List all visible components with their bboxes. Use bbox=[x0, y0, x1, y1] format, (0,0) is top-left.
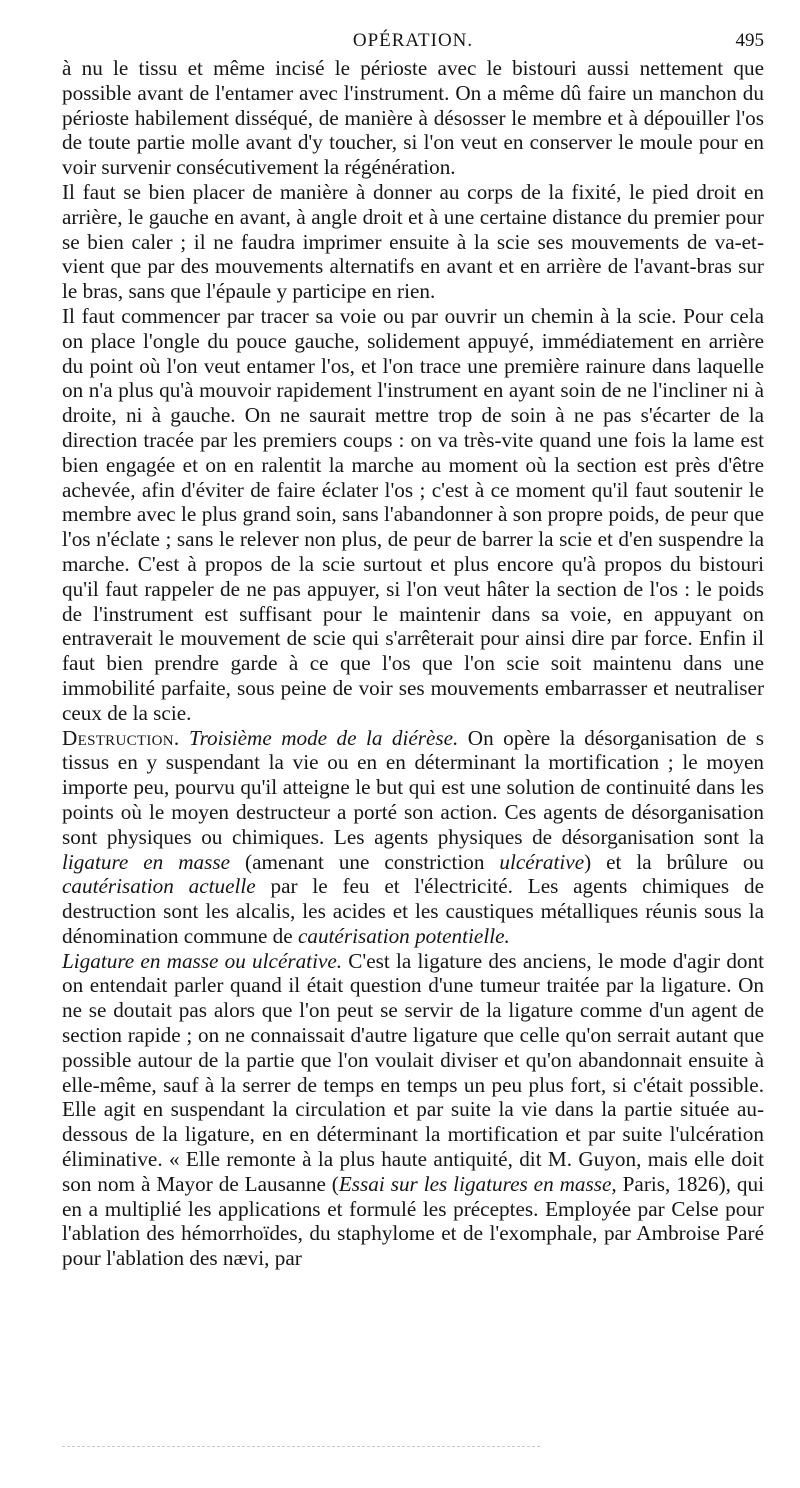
page-number: 495 bbox=[735, 30, 764, 51]
italic-text: Ligature en masse ou ulcérative. bbox=[62, 948, 343, 973]
paragraph bbox=[62, 304, 764, 726]
text-run: On opère la désorganisation de s tissus en y suspendant la vie ou en en déterminant la mortification ; le moyen importe peu, pourvu qu'il atteigne le but qui est une solution de continuité dans les points où le moyen destructeur a porté son action. Ces agents de désorganisation sont physiques ou chimiques. Les agents physiques de désorganisation sont la bbox=[62, 725, 765, 849]
paragraph bbox=[62, 726, 764, 949]
text-run: à nu le tissu et même incisé le périoste avec le bistouri aussi nettement que possible avant de l'entamer avec l'instrument. On a même dû faire un manchon du périoste habilement disséqué, de manière à désosser le membre et à dépouiller l'os de toute partie molle avant d'y toucher, si l'on veut en conserver le moule pour en voir survenir consécutivement la régénération. bbox=[62, 56, 764, 180]
italic-text: ligature en masse bbox=[62, 849, 231, 874]
small-caps-heading: Destruction. bbox=[62, 725, 180, 750]
text-run: Paris, 1826), qui en a multiplié les applications et formulé les préceptes. Employée par Celse pour l'ablation des hémorrhoïdes, du staphylome et de l'exomphale, par Ambroise Paré pour l'ablation des nævi, par bbox=[62, 1171, 764, 1271]
running-title: OPÉRATION. bbox=[352, 30, 474, 51]
paragraph bbox=[62, 180, 764, 304]
text-run: Il faut commencer par tracer sa voie ou par ouvrir un chemin à la scie. Pour cela on place l'ongle du pouce gauche, solidement appuyé, immédiatement en arrière du point où l'on veut entamer l'os, et l'on trace une première rainure dans laquelle on n'a plus qu'à mouvoir rapidement l'instrument en ayant soin de ne l'incliner ni à droite, ni à gauche. On ne saurait mettre trop de soin à ne pas s'écarter de la direction tracée par les premiers coups : on va très-vite quand une fois la lame est bien engagée et on en ralentit la marche au moment où la section est près d'être achevée, afin d'éviter de faire éclater l'os ; c'est à ce moment qu'il faut soutenir le membre avec le plus grand soin, sans l'abandonner à son propre poids, de peur que l'os n'éclate ; sans le relever non plus, de peur de barrer la scie et d'en suspendre la marche. C'est à propos de la scie surtout et plus encore qu'à propos du bistouri qu'il faut rappeler de ne pas appuyer, si l'on veut hâter la section de l'os : le poids de l'instrument est suffisant pour le maintenir dans sa voie, en appuyant on entraverait le mouvement de scie qui s'arrêterait pour ainsi dire par force. Enfin il faut bien prendre garde à ce que l'os que l'on scie soit maintenu dans une immobilité parfaite, sous peine de voir ses mouvements embarrasser et neutraliser ceux de la scie. bbox=[62, 303, 764, 725]
text-run: ) et la brûlure ou bbox=[584, 849, 765, 874]
paragraph bbox=[62, 949, 764, 1271]
italic-text: cautérisation actuelle bbox=[62, 874, 256, 899]
body-text bbox=[62, 56, 764, 1271]
bottom-rule bbox=[62, 1446, 540, 1447]
text-run bbox=[180, 726, 189, 750]
running-head bbox=[62, 30, 764, 56]
italic-text: cautérisation potentielle. bbox=[297, 923, 510, 948]
italic-text: ulcérative bbox=[499, 849, 585, 874]
text-run: (amenant une constriction bbox=[230, 849, 500, 874]
paragraph bbox=[62, 56, 764, 180]
text-run: par le feu et l'électricité. Les agents chimiques de destruction sont les alcalis, les acides et les caustiques métalliques réunis sous la dénomination commune de bbox=[62, 874, 764, 948]
text-run: C'est la ligature des anciens, le mode d'agir dont on entendait parler quand il était question d'une tumeur traitée par la ligature. On ne se doutait pas alors que l'on peut se servir de la ligature comme d'un agent de section rapide ; on ne connaissait d'autre ligature que celle qu'on serrait autant que possible autour de la partie que l'on voulait diviser et qu'on abandonnait ensuite à elle-même, sauf à la serrer de temps en temps un peu plus fort, si c'était possible. Elle agit en suspendant la circulation et par suite la vie dans la partie située au-dessous de la ligature, en en déterminant la mortification et par suite l'ulcération éliminative. « Elle remonte à la plus haute antiquité, dit M. Guyon, mais elle doit son nom à Mayor de Lausanne ( bbox=[62, 948, 764, 1196]
italic-text: Troisième mode de la diérèse. bbox=[188, 725, 459, 750]
text-run: Il faut se bien placer de manière à donner au corps de la fixité, le pied droit en arrière, le gauche en avant, à angle droit et à une certaine distance du premier pour se bien caler ; il ne faudra imprimer ensuite à la scie ses mouvements de va-et-vient que par des mouvements alternatifs en avant et en arrière de l'avant-bras sur le bras, sans que l'épaule y participe en rien. bbox=[62, 179, 764, 304]
italic-text: Essai sur les ligatures en masse, bbox=[338, 1171, 617, 1196]
